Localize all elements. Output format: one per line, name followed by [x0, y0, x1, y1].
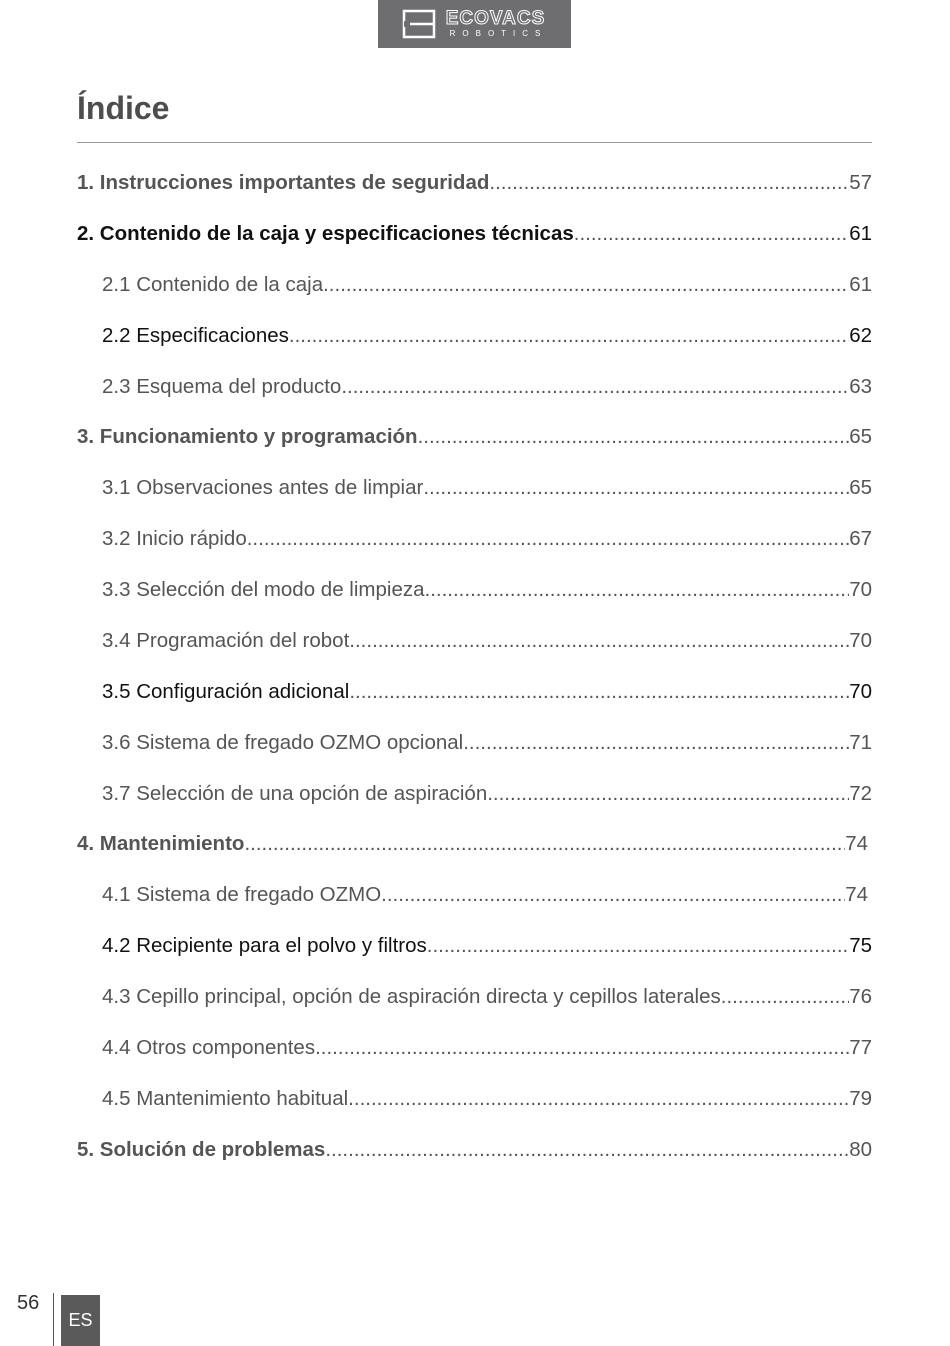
toc-entry[interactable]	[102, 931, 872, 961]
logo-wordmark: ECOVACS	[445, 8, 546, 29]
toc-entry-label: 3.2 Inicio rápido	[102, 527, 247, 550]
toc-entry-label: 5. Solución de problemas	[77, 1138, 326, 1161]
toc-entry[interactable]	[77, 219, 872, 249]
toc-entry-label: 3.5 Configuración adicional	[102, 680, 350, 703]
toc-entry[interactable]	[102, 626, 872, 656]
toc-entry-label: 2.2 Especificaciones	[102, 324, 289, 347]
toc-entry-label: 2. Contenido de la caja y especificaciones técnicas	[77, 222, 574, 245]
footer-divider	[53, 1293, 54, 1346]
toc-entry-page: 57	[849, 171, 872, 194]
toc-leader-dots	[487, 779, 849, 809]
toc-entry[interactable]	[102, 1084, 872, 1114]
toc-leader-dots	[721, 982, 849, 1012]
toc-entry[interactable]	[77, 168, 872, 198]
toc-entry-page: 70	[849, 629, 872, 652]
toc-entry-page: 61	[849, 273, 872, 296]
toc-entry[interactable]	[102, 575, 872, 605]
toc-entry[interactable]	[102, 982, 872, 1012]
toc-entry-label: 4.1 Sistema de fregado OZMO	[102, 883, 382, 906]
toc-entry[interactable]	[102, 372, 872, 402]
toc-leader-dots	[425, 575, 850, 605]
toc-entry-label: 4.5 Mantenimiento habitual	[102, 1087, 349, 1110]
toc-entry-page: 65	[849, 425, 872, 448]
toc-entry[interactable]	[102, 321, 872, 351]
toc-entry-page: 62	[849, 324, 872, 347]
toc-leader-dots	[244, 829, 845, 859]
toc-entry-page: 71	[849, 731, 872, 754]
toc-entry[interactable]	[102, 677, 872, 707]
toc-entry-page: 72	[849, 782, 872, 805]
toc-leader-dots	[341, 372, 849, 402]
toc-entry-label: 2.3 Esquema del producto	[102, 375, 342, 398]
toc-entry[interactable]	[102, 1033, 872, 1063]
page-title: Índice	[77, 90, 170, 126]
toc-leader-dots	[247, 524, 849, 554]
page-number: 56	[17, 1292, 40, 1314]
toc-leader-dots	[323, 270, 849, 300]
language-badge: ES	[61, 1295, 100, 1346]
title-divider	[77, 142, 872, 143]
toc-entry-page: 77	[849, 1036, 872, 1059]
toc-entry[interactable]	[102, 779, 872, 809]
toc-entry-label: 3.7 Selección de una opción de aspiración	[102, 782, 488, 805]
toc-leader-dots	[574, 219, 849, 249]
toc-leader-dots	[348, 1084, 849, 1114]
toc-entry-label: 4.3 Cepillo principal, opción de aspiración directa y cepillos laterales	[102, 985, 721, 1008]
toc-entry-page: 65	[849, 476, 872, 499]
toc-entry-label: 3.4 Programación del robot	[102, 629, 350, 652]
toc-leader-dots	[325, 1135, 849, 1165]
toc-entry[interactable]	[102, 473, 872, 503]
toc-leader-dots	[381, 880, 845, 910]
toc-entry-label: 3.1 Observaciones antes de limpiar	[102, 476, 424, 499]
toc-entry-label: 3. Funcionamiento y programación	[77, 425, 418, 448]
toc-entry[interactable]	[102, 270, 872, 300]
toc-entry-label: 4.2 Recipiente para el polvo y filtros	[102, 934, 427, 957]
toc-entry-page: 67	[849, 527, 872, 550]
toc-entry[interactable]	[77, 1135, 872, 1165]
toc-leader-dots	[427, 931, 849, 961]
toc-leader-dots	[349, 626, 849, 656]
toc-entry-label: 4. Mantenimiento	[77, 832, 245, 855]
toc-entry-page: 70	[849, 680, 872, 703]
toc-leader-dots	[289, 321, 849, 351]
toc-entry-page: 75	[849, 934, 872, 957]
toc-entry-label: 3.6 Sistema de fregado OZMO opcional	[102, 731, 464, 754]
toc-entry[interactable]	[102, 880, 868, 910]
toc-entry-page: 61	[849, 222, 872, 245]
toc-entry[interactable]	[102, 728, 872, 758]
logo-tagline: ROBOTICS	[449, 29, 548, 38]
toc-entry-page: 70	[849, 578, 872, 601]
ecovacs-logo	[378, 0, 571, 48]
toc-leader-dots	[423, 473, 849, 503]
toc-entry[interactable]	[77, 422, 872, 452]
toc-entry-page: 74	[845, 832, 868, 855]
toc-entry[interactable]	[77, 829, 868, 859]
toc-entry-label: 3.3 Selección del modo de limpieza	[102, 578, 425, 601]
toc-entry-page: 76	[849, 985, 872, 1008]
toc-entry[interactable]	[102, 524, 872, 554]
toc-leader-dots	[315, 1033, 849, 1063]
toc-leader-dots	[418, 422, 850, 452]
toc-leader-dots	[463, 728, 849, 758]
toc-leader-dots	[489, 168, 849, 198]
toc-leader-dots	[349, 677, 849, 707]
toc-entry-page: 63	[849, 375, 872, 398]
toc-entry-page: 79	[849, 1087, 872, 1110]
toc-entry-label: 4.4 Otros componentes	[102, 1036, 316, 1059]
ecovacs-logo-icon	[402, 8, 438, 40]
toc-entry-label: 1. Instrucciones importantes de seguridad	[77, 171, 490, 194]
toc-entry-page: 80	[849, 1138, 872, 1161]
toc-entry-label: 2.1 Contenido de la caja	[102, 273, 324, 296]
toc-entry-page: 74	[845, 883, 868, 906]
